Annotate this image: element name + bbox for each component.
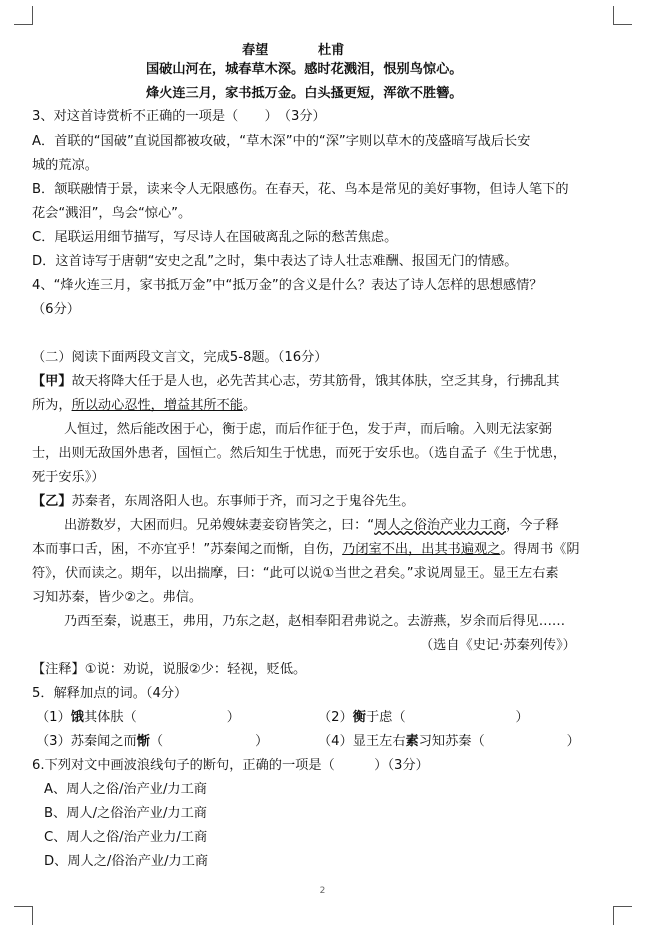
passage-jia-tag: 【甲】 [32, 374, 72, 389]
text: 本而事口舌，困，不亦宜乎！”苏秦闻之而惭，自伤， [32, 542, 343, 557]
passage-jia-line1 [32, 373, 560, 391]
q4-stem-line1: 4、“烽火连三月，家书抵万金”中“抵万金”的含义是什么？表达了诗人怎样的思想感情？ [32, 278, 543, 293]
q3-option-a-line2: 城的荒凉。 [32, 158, 98, 173]
underlined-sentence-jia: 所以动心忍性，增益其所不能 [71, 398, 243, 413]
passage-yi-tag: 【乙】 [32, 494, 72, 509]
crop-mark-bottom-left [14, 906, 33, 925]
text: ） [255, 734, 269, 749]
poem-title: 春望 [242, 43, 269, 58]
passage-jia-line2 [32, 397, 256, 415]
q3-option-c: C．尾联运用细节描写，写尽诗人在国破离乱之际的愁苦焦虑。 [32, 230, 398, 245]
crop-mark-bottom-right [613, 906, 632, 925]
passage-yi-line1 [32, 493, 414, 511]
q6-option-d: D、周人之/俗治产业/力工商 [44, 854, 209, 869]
text: （2） [318, 710, 353, 725]
q4-stem-line2: （6分） [32, 302, 80, 317]
passage-yi-text: 苏秦者，东周洛阳人也。东事师于齐，而习之于鬼谷先生。 [71, 494, 415, 509]
q5-stem: 5．解释加点的词。（4分） [32, 686, 188, 701]
dotted-word: 饿 [70, 710, 84, 725]
dotted-word: 惭 [136, 734, 150, 749]
passage-yi-line2 [64, 517, 559, 535]
wavy-underlined-sentence: 周人之俗治产业力工商 [374, 518, 507, 533]
passage-yi-line6: 乃西至秦，说惠王，弗用，乃东之赵，赵相奉阳君弗说之。去游燕，岁余而后得见…… [64, 614, 566, 629]
q5-item-2 [318, 709, 529, 727]
crop-mark-top-left [14, 6, 33, 25]
crop-mark-top-right [613, 6, 632, 25]
section2-heading: （二）阅读下面两段文言文，完成5-8题。（16分） [32, 350, 328, 365]
text: 所为， [32, 398, 72, 413]
text: （4）显王左右 [318, 734, 406, 749]
passage-yi-source: （选自《史记·苏秦列传》） [420, 638, 576, 653]
text: 于虑（ [365, 710, 406, 725]
text: （3）苏秦闻之而 [36, 734, 137, 749]
q3-option-b-line2: 花会“溅泪”，鸟会“惊心”。 [32, 206, 192, 221]
passage-yi-line4: 符》，伏而读之。期年，以出揣摩，曰：“此可以说①当世之君矣。”求说周显王。显王左右素 [32, 566, 559, 581]
text: 。 [243, 398, 257, 413]
passage-jia-line3: 人恒过，然后能改困于心，衡于虑，而后作征于色，发于声，而后喻。入则无法家弼 [64, 422, 552, 437]
passage-jia-line4: 士，出则无敌国外患者，国恒亡。然后知生于忧患，而死于安乐也。（选自孟子《生于忧患， [32, 446, 567, 461]
dotted-word: 素 [405, 734, 419, 749]
page-number: 2 [319, 886, 326, 896]
text: 。得周书《阴 [500, 542, 580, 557]
dotted-word: 衡 [352, 710, 366, 725]
text: （1） [36, 710, 71, 725]
poem-line-1: 国破山河在，城春草木深。感时花溅泪，恨别鸟惊心。 [146, 62, 463, 77]
passage-yi-line3 [32, 541, 580, 559]
underlined-sentence-yi: 乃闭室不出，出其书遍观之 [342, 542, 501, 557]
q3-option-d: D．这首诗写于唐朝“安史之乱”之时，集中表达了诗人壮志难酬、报国无门的情感。 [32, 254, 518, 269]
passage-jia-line5: 死于安乐》） [32, 470, 105, 485]
annotation-note: 【注释】①说：劝说，说服②少：轻视，贬低。 [32, 662, 307, 677]
text: ） [566, 734, 580, 749]
q6-stem: 6.下列对文中画波浪线句子的断句，正确的一项是（ ）（3分） [32, 758, 429, 773]
q5-item-1 [36, 709, 240, 727]
passage-yi-line5: 习知苏秦，皆少②之。弗信。 [32, 590, 203, 605]
text: 其体肤（ [83, 710, 137, 725]
q5-item-4 [318, 733, 580, 751]
text: （ [149, 734, 164, 749]
q3-option-a-line1: A．首联的“国破”直说国都被攻破，“草木深”中的“深”字则以草木的茂盛暗写战后长安 [32, 134, 531, 149]
q5-item-3 [36, 733, 268, 751]
text: ） [515, 710, 529, 725]
text: ） [226, 710, 240, 725]
text: ，今子释 [506, 518, 559, 533]
text: 出游数岁，大困而归。兄弟嫂妹妻妾窃皆笑之，曰：“ [64, 518, 375, 533]
q6-option-a: A、周人之俗/治产业/力工商 [44, 782, 207, 797]
passage-jia-text: 故天将降大任于是人也，必先苦其心志，劳其筋骨，饿其体肤，空乏其身，行拂乱其 [71, 374, 560, 389]
q3-stem: 3、对这首诗赏析不正确的一项是（ ） （3分） [32, 109, 326, 124]
q3-option-b-line1: B．颔联融情于景，读来令人无限感伤。在春天，花、鸟本是常见的美好事物，但诗人笔下的 [32, 182, 569, 197]
poem-author: 杜甫 [318, 43, 345, 58]
poem-line-2: 烽火连三月，家书抵万金。白头搔更短，浑欲不胜簪。 [146, 86, 463, 101]
q6-option-b: B、周人/之俗治产业/力工商 [44, 806, 207, 821]
q6-option-c: C、周人之俗/治产业力/工商 [44, 830, 208, 845]
text: 习知苏秦（ [418, 734, 485, 749]
